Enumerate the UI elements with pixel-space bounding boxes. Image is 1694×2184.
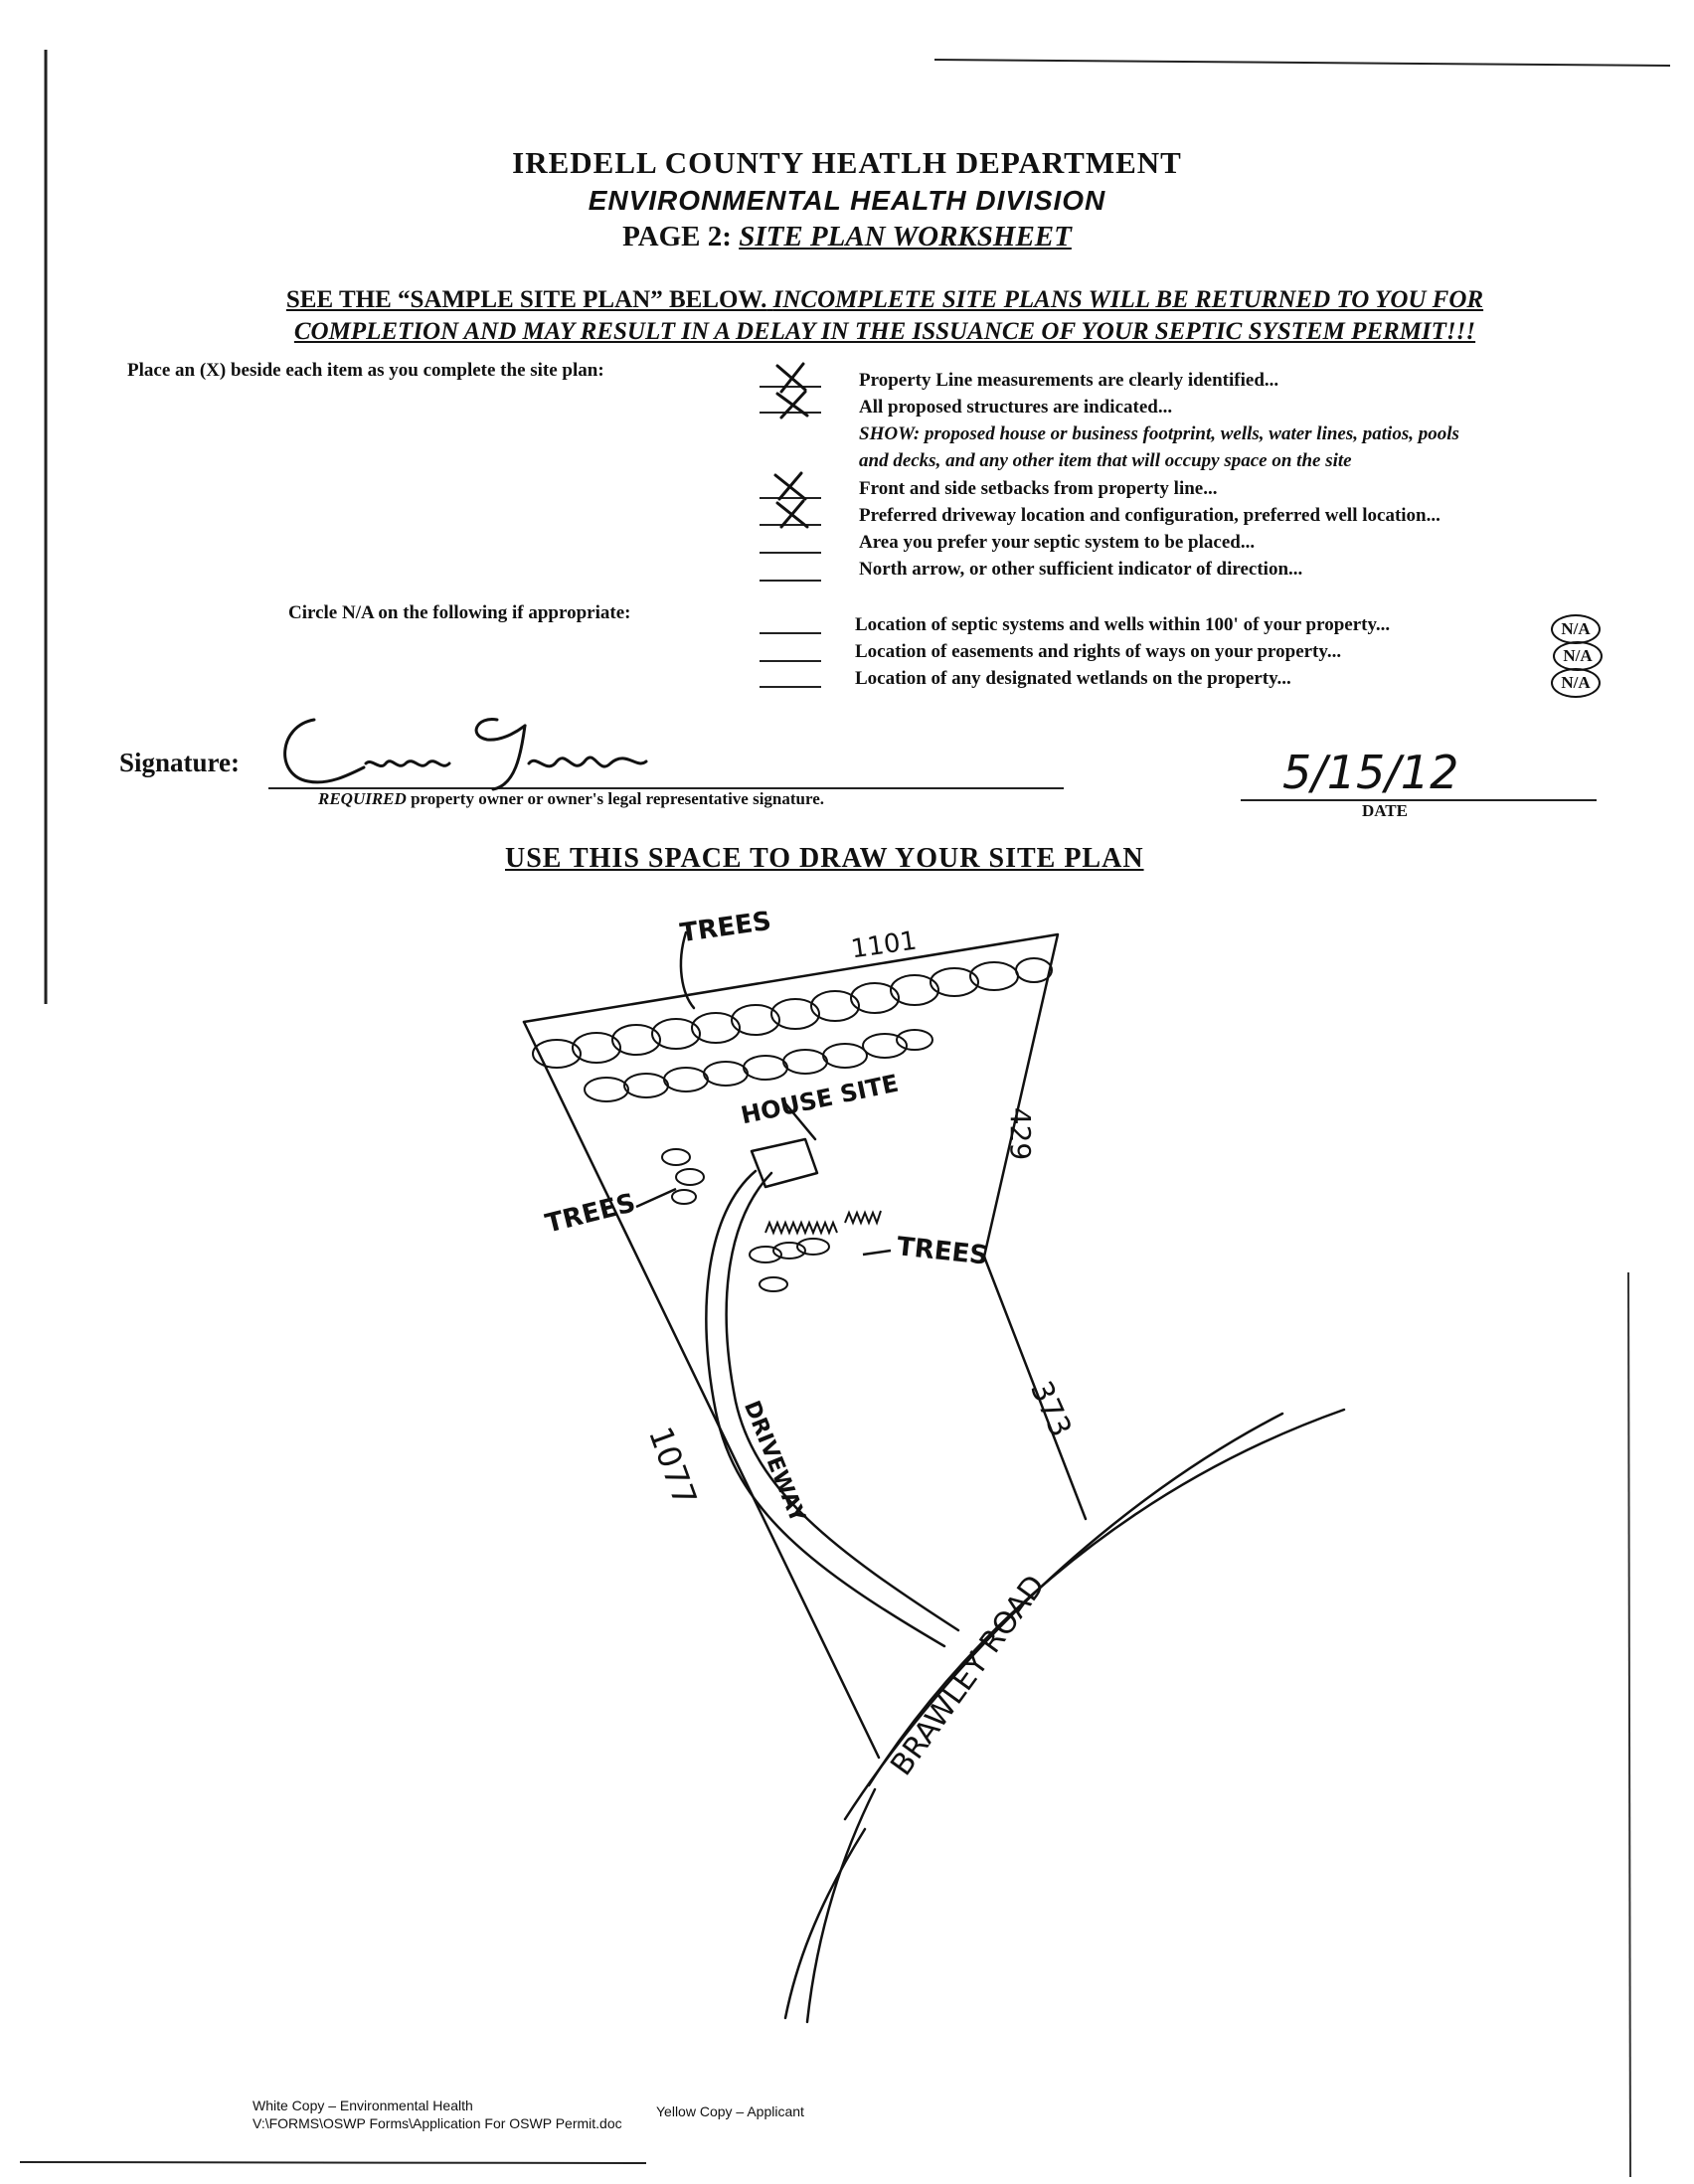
na-item-septic-wells: Location of septic systems and wells within 100' of your property... — [855, 614, 1391, 635]
footer-file-path: V:\FORMS\OSWP Forms\Application For OSWP Permit.doc — [253, 2115, 622, 2131]
label-trees-left: TREES — [542, 1188, 639, 1240]
signature-caption-required: REQUIRED — [318, 789, 407, 808]
department-title: IREDELL COUNTY HEATLH DEPARTMENT — [512, 145, 1182, 180]
checklist-item-septic-area: Area you prefer your septic system to be placed... — [859, 532, 1256, 553]
na-item-easements: Location of easements and rights of ways on your property... — [855, 641, 1342, 662]
label-trees-mid: TREES — [895, 1232, 990, 1271]
footer-yellow-copy: Yellow Copy – Applicant — [656, 2103, 804, 2119]
signature-label: Signature: — [119, 748, 241, 777]
road-edge-near — [807, 1789, 875, 2022]
checklist-item-property-lines: Property Line measurements are clearly identified... — [859, 370, 1279, 391]
house-footprint — [752, 1139, 817, 1187]
trees-mid-connector — [863, 1251, 891, 1255]
date-label: DATE — [1362, 801, 1408, 820]
page-title-text: SITE PLAN WORKSHEET — [739, 221, 1072, 252]
property-side-left — [524, 1022, 879, 1758]
signature-caption-rest: property owner or owner's legal representative signature. — [411, 789, 825, 808]
checklist-item-north-arrow: North arrow, or other sufficient indicator of direction... — [859, 559, 1303, 580]
label-house-site: HOUSE SITE — [738, 1069, 902, 1130]
page-prefix: PAGE 2: — [622, 221, 732, 252]
checklist-item-structures: All proposed structures are indicated... — [859, 397, 1173, 418]
na-instruction: Circle N/A on the following if appropriate: — [288, 602, 631, 623]
date-value: 5/15/12 — [1282, 746, 1459, 799]
label-road: BRAWLEY ROAD — [884, 1569, 1053, 1782]
checklist-instruction: Place an (X) beside each item as you complete the site plan: — [127, 360, 604, 381]
checklist-item-setbacks: Front and side setbacks from property line... — [859, 478, 1218, 499]
checklist-item-driveway: Preferred driveway location and configuration, preferred well location... — [859, 505, 1440, 526]
warning-italic: INCOMPLETE SITE PLANS WILL BE RETURNED TO YOU FOR — [772, 286, 1484, 313]
warning-plain: SEE THE “SAMPLE SITE PLAN” BELOW. — [285, 286, 767, 313]
checklist-show-line-2: and decks, and any other item that will occupy space on the site — [859, 450, 1352, 471]
label-dim-373: 373 — [1022, 1376, 1079, 1442]
label-dim-1077: 1077 — [640, 1422, 705, 1511]
tree-scribble-marks — [765, 1211, 881, 1233]
division-title: ENVIRONMENTAL HEALTH DIVISION — [588, 185, 1106, 216]
label-trees-top: TREES — [678, 906, 773, 949]
site-plan-heading: USE THIS SPACE TO DRAW YOUR SITE PLAN — [505, 843, 1144, 874]
label-dim-1101: 1101 — [849, 925, 919, 965]
footer-white-copy: White Copy – Environmental Health — [253, 2098, 473, 2113]
trees-left-connector — [636, 1189, 676, 1207]
na-item-wetlands: Location of any designated wetlands on the property... — [855, 668, 1291, 689]
warning-line-2-text: COMPLETION AND MAY RESULT IN A DELAY IN THE ISSUANCE OF YOUR SEPTIC SYSTEM PERMIT!!! — [293, 318, 1476, 345]
label-dim-429: 429 — [1004, 1106, 1038, 1161]
na-circle-2[interactable]: N/A — [1553, 641, 1603, 671]
checklist-show-line-1: SHOW: proposed house or business footprint, wells, water lines, patios, pools — [859, 423, 1459, 444]
na-circle-1[interactable]: N/A — [1551, 614, 1601, 644]
na-circle-3[interactable]: N/A — [1551, 668, 1601, 698]
label-driveway: DRIVEWAY — [738, 1397, 810, 1527]
